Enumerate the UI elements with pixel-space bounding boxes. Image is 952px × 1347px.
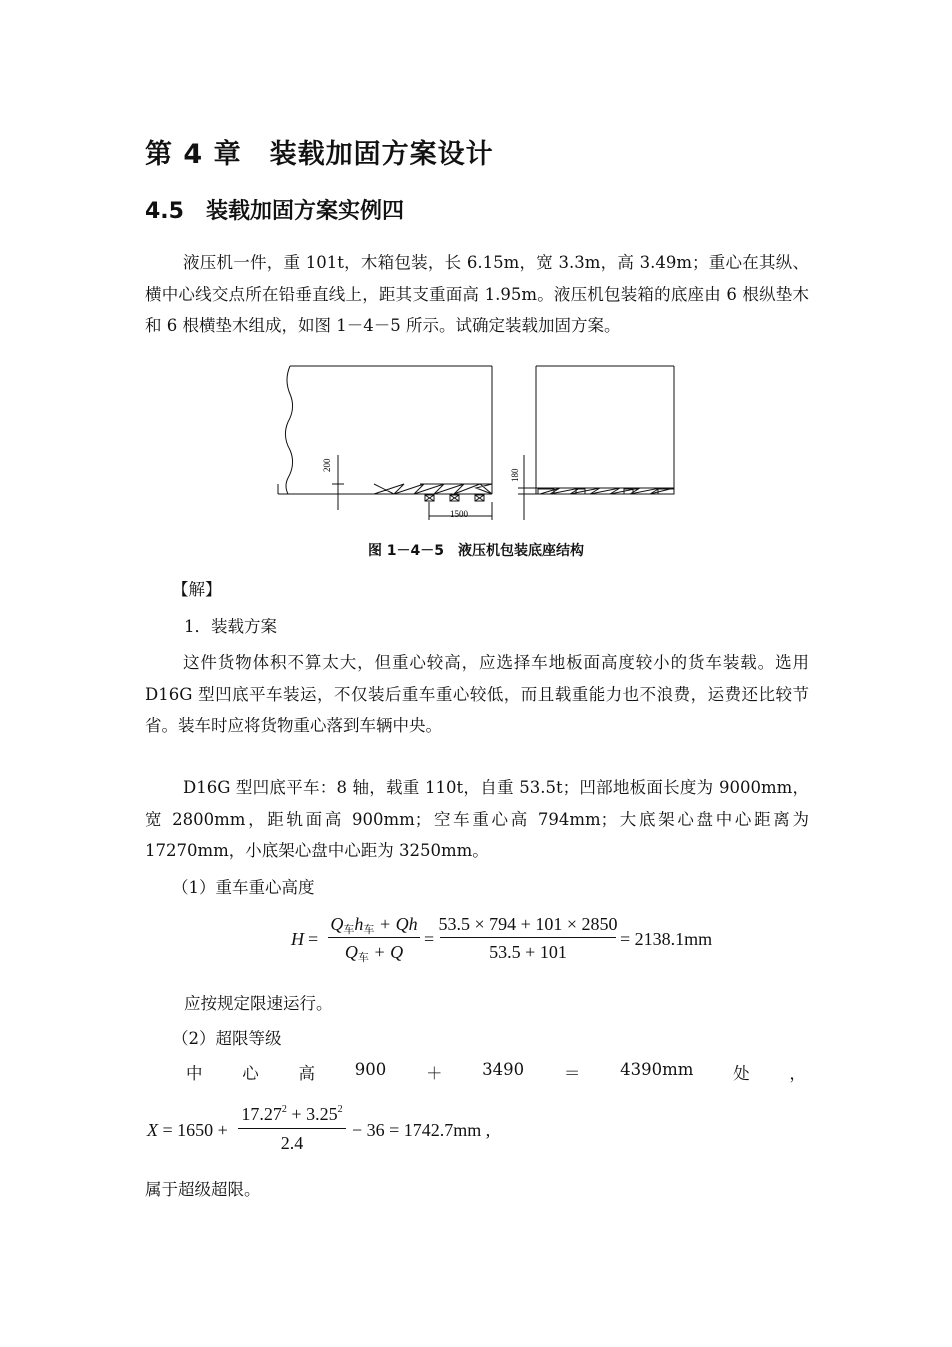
dim-1500-label: 1500 [450, 509, 468, 519]
section-title: 4.5 装载加固方案实例四 [145, 199, 404, 224]
formula-x-rest: − 36 = 1742.7mm , [352, 1120, 491, 1140]
step1-paragraph-2: D16G 型凹底平车：8 轴，载重 110t，自重 53.5t；凹部地板面长度为 9000mm，宽 2800mm，距轨面高 900mm；空车重心高 794mm；大底架心盘中心距离为 17270mm，小底架心盘中心距为 3250mm。 [145, 778, 809, 860]
solution-label: 【解】 [172, 580, 222, 599]
formula-h-mid-numerator: 53.5 × 794 + 101 × 2850 [438, 914, 618, 934]
dim-180-label: 180 [510, 468, 520, 482]
conclusion: 属于超级超限。 [145, 1180, 261, 1199]
figure-caption: 图 1－4－5 液压机包装底座结构 [367, 543, 585, 559]
sub1-heading: （1）重车重心高度 [172, 878, 315, 897]
formula-h-left-numerator: $Q_车h_车 + Qh$ [330, 914, 418, 936]
step1-paragraph-1: 这件货物体积不算太大，但重心较高，应选择车地板面高度较小的货车装载。选用 D16G 型凹底平车装运，不仅装后重车重心较低，而且载重能力也不浪费，运费还比较节省。装车时应将货物重心落到车辆中央。 [145, 653, 809, 735]
press-base-figure [270, 360, 690, 530]
formula-h-lhs: H [291, 929, 304, 949]
dim-200-label: 200 [322, 458, 332, 472]
formula-h-left-denominator: $Q_车 + Q$ [344, 942, 404, 964]
formula-x-numerator: $17.27^2 + 3.25^2$ [241, 1104, 343, 1124]
formula-x-lhs: X = 1650 + [147, 1120, 228, 1140]
step1-heading: 1．装载方案 [184, 617, 277, 636]
formula-x-denominator: 2.4 [280, 1133, 304, 1153]
overlimit-height-line: 中 心 高 900 ＋ 3490 ＝ 4390mm 处 ， [186, 1060, 806, 1083]
formula-h-result: = 2138.1mm [620, 929, 713, 949]
chapter-title: 第 4 章 装载加固方案设计 [145, 139, 494, 170]
speed-note: 应按规定限速运行。 [184, 994, 333, 1013]
formula-h-mid-denominator: 53.5 + 101 [489, 942, 567, 962]
formula-h: H = $Q_车h_车 + Qh$ $Q_车 + Q$ = 53.5 × 794 + 101 × 2850 53.5 + 101 = 2138.1mm [291, 914, 713, 964]
sub2-heading: （2）超限等级 [172, 1029, 282, 1048]
intro-paragraph: 液压机一件，重 101t，木箱包装，长 6.15m，宽 3.3m，高 3.49m；重心在其纵、横中心线交点所在铅垂直线上，距其支重面高 1.95m。液压机包装箱的底座由 6 根纵垫木和 6 根横垫木组成，如图 1－4－5 所示。试确定装载加固方案。 [145, 253, 809, 335]
